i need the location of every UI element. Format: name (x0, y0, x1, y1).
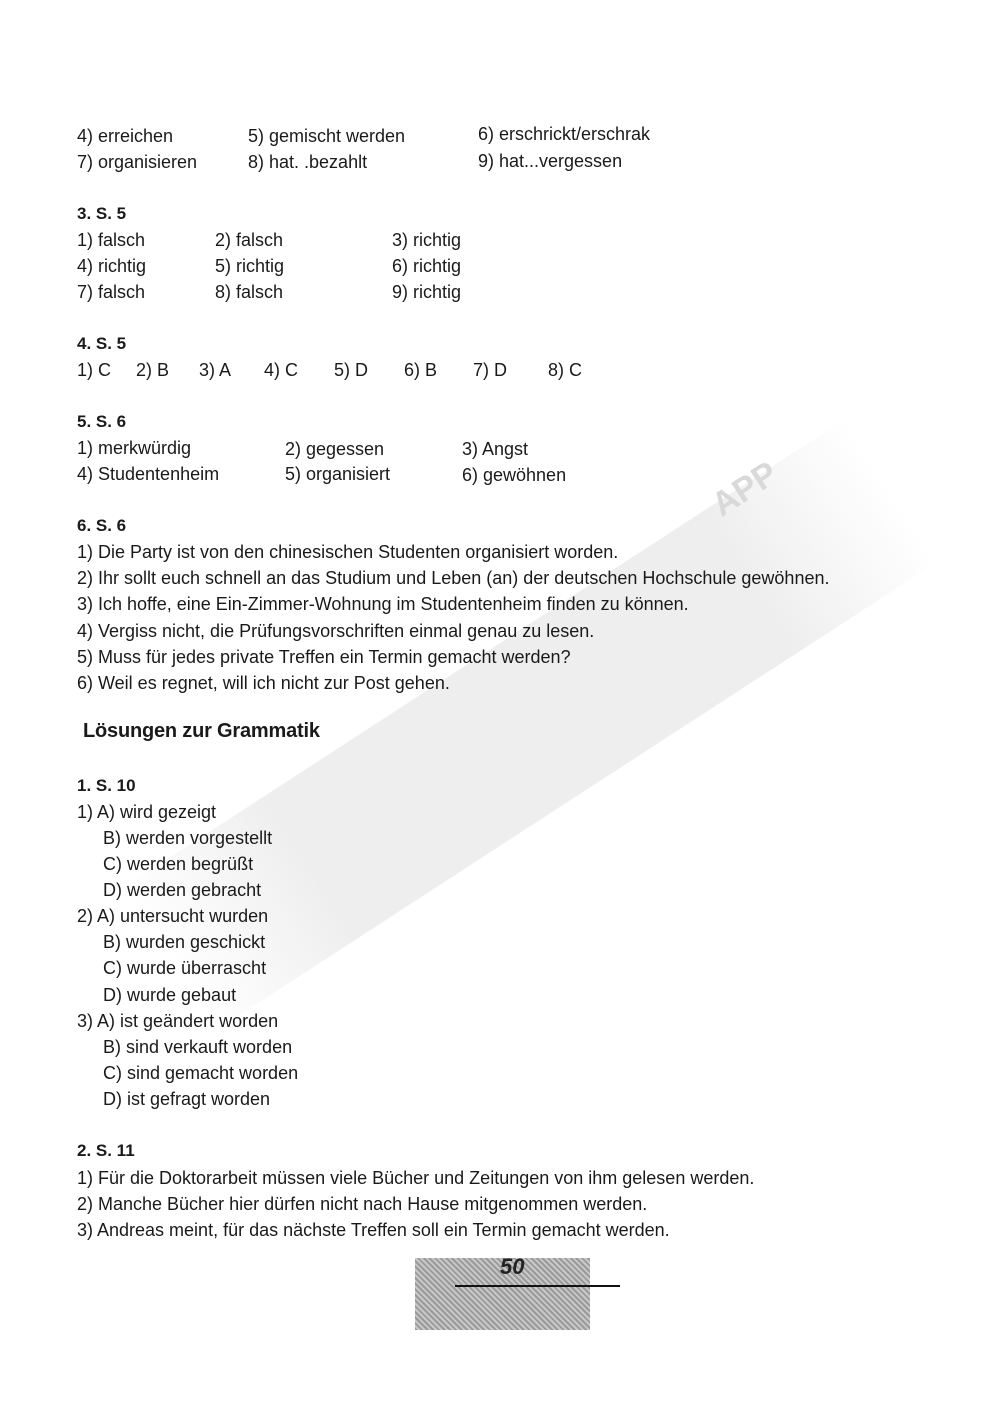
list-item: 2) A) untersucht wurden (77, 906, 269, 926)
list-item: 6) richtig (392, 256, 462, 276)
sentence: 1) Für die Doktorarbeit müssen viele Bücher und Zeitungen von ihm gelesen werden. (77, 1168, 755, 1188)
list-item: 7) organisieren (77, 152, 198, 172)
list-item: 1) falsch (77, 230, 146, 250)
sentence: 6) Weil es regnet, will ich nicht zur Post gehen. (77, 673, 450, 693)
section-heading: 4. S. 5 (77, 334, 127, 353)
list-item: B) sind verkauft worden (103, 1037, 293, 1057)
list-item: C) sind gemacht worden (103, 1063, 299, 1083)
sentence: 5) Muss für jedes private Treffen ein Termin gemacht werden? (77, 647, 571, 667)
list-item: 3) A (199, 360, 232, 380)
sentence: 3) Ich hoffe, eine Ein-Zimmer-Wohnung im Studentenheim finden zu können. (77, 594, 689, 614)
list-item: 9) hat...vergessen (478, 151, 623, 171)
list-item: 1) A) wird gezeigt (77, 802, 217, 822)
list-item: B) wurden geschickt (103, 932, 266, 952)
page-number: 50 (500, 1254, 525, 1279)
list-item: 2) B (136, 360, 170, 380)
list-item: 5) D (334, 360, 369, 380)
grammar-section-title: Lösungen zur Grammatik (83, 720, 320, 742)
list-item: 4) C (264, 360, 299, 380)
sentence: 4) Vergiss nicht, die Prüfungsvorschriften einmal genau zu lesen. (77, 621, 595, 641)
section-heading: 1. S. 10 (77, 776, 136, 795)
list-item: 2) falsch (215, 230, 284, 250)
watermark-text: APP (705, 454, 785, 525)
list-item: 5) gemischt werden (248, 126, 406, 146)
sentence: 2) Ihr sollt euch schnell an das Studium und Leben (an) der deutschen Hochschule gewöhnen. (77, 568, 830, 588)
list-item: 4) Studentenheim (77, 464, 220, 484)
list-item: 8) hat. .bezahlt (248, 152, 368, 172)
list-item: 1) merkwürdig (77, 438, 192, 458)
section-heading: 3. S. 5 (77, 204, 127, 223)
section-heading: 2. S. 11 (77, 1141, 135, 1160)
list-item: B) werden vorgestellt (103, 828, 273, 848)
list-item: 3) richtig (392, 230, 462, 250)
list-item: 6) erschrickt/erschrak (478, 124, 651, 144)
list-item: 7) falsch (77, 282, 146, 302)
sentence: 3) Andreas meint, für das nächste Treffen soll ein Termin gemacht werden. (77, 1220, 670, 1240)
sentence: 1) Die Party ist von den chinesischen Studenten organisiert worden. (77, 542, 619, 562)
list-item: 9) richtig (392, 282, 462, 302)
section-heading: 6. S. 6 (77, 516, 127, 535)
list-item: C) werden begrüßt (103, 854, 254, 874)
list-item: D) ist gefragt worden (103, 1089, 271, 1109)
list-item: 7) D (473, 360, 508, 380)
list-item: D) werden gebracht (103, 880, 262, 900)
list-item: 6) gewöhnen (462, 465, 567, 485)
list-item: 3) A) ist geändert worden (77, 1011, 279, 1031)
list-item: 6) B (404, 360, 438, 380)
sentence: 2) Manche Bücher hier dürfen nicht nach Hause mitgenommen werden. (77, 1194, 648, 1214)
list-item: 3) Angst (462, 439, 529, 459)
list-item: 2) gegessen (285, 439, 385, 459)
list-item: 5) organisiert (285, 464, 391, 484)
list-item: D) wurde gebaut (103, 985, 237, 1005)
list-item: 8) falsch (215, 282, 284, 302)
list-item: 1) C (77, 360, 112, 380)
page-number-rule (455, 1285, 620, 1287)
section-heading: 5. S. 6 (77, 412, 127, 431)
list-item: 5) richtig (215, 256, 285, 276)
list-item: 4) richtig (77, 256, 147, 276)
list-item: C) wurde überrascht (103, 958, 267, 978)
list-item: 4) erreichen (77, 126, 174, 146)
list-item: 8) C (548, 360, 583, 380)
